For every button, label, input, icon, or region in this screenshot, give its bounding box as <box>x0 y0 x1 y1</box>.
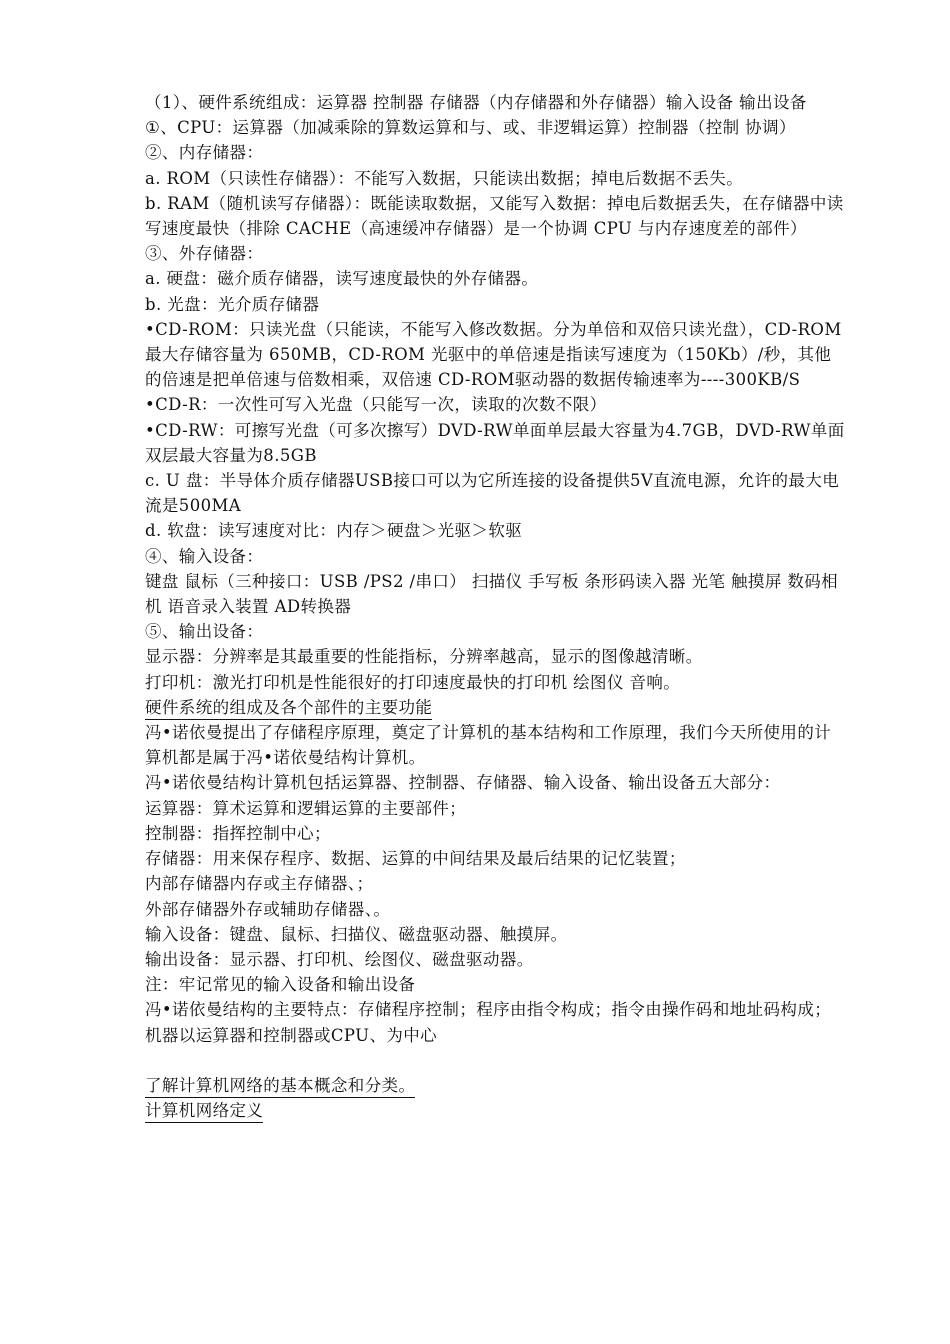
text-line: 控制器：指挥控制中心； <box>145 823 331 843</box>
blank-line <box>145 1048 845 1073</box>
text-line: 输出设备：显示器、打印机、绘图仪、磁盘驱动器。 <box>145 949 534 969</box>
text-line: 键盘 鼠标（三种接口：USB /PS2 /串口） 扫描仪 手写板 条形码读入器 光笔 触摸屏 数码相机 语音录入装置 AD转换器 <box>145 571 839 617</box>
text-line: ⑤、输出设备： <box>145 622 264 642</box>
text-line: ①、CPU：运算器（加减乘除的算数运算和与、或、非逻辑运算）控制器（控制 协调） <box>145 118 796 138</box>
section-title: 了解计算机网络的基本概念和分类。 <box>145 1074 415 1098</box>
text-line: 外部存储器外存或辅助存储器、。 <box>145 899 391 919</box>
section-title: 硬件系统的组成及各个部件的主要功能 <box>145 696 432 720</box>
text-line: 显示器：分辨率是其最重要的性能指标，分辨率越高，显示的图像越清晰。 <box>145 647 703 667</box>
text-line: 冯•诺依曼提出了存储程序原理，奠定了计算机的基本结构和工作原理，我们今天所使用的计算机都是属于冯•诺依曼结构计算机。 <box>145 723 832 768</box>
text-line: ②、内存储器： <box>145 143 264 163</box>
section-title: 计算机网络定义 <box>145 1099 263 1123</box>
text-line: 打印机：激光打印机是性能很好的打印速度最快的打印机 绘图仪 音响。 <box>145 672 681 692</box>
section-heading-network-definition <box>145 1098 845 1123</box>
text-line: 注：牢记常见的输入设备和输出设备 <box>145 975 416 995</box>
text-line: b. 光盘：光介质存储器 <box>145 294 320 314</box>
text-line: 冯•诺依曼结构的主要特点：存储程序控制；程序由指令构成；指令由操作码和地址码构成；机器以运算器和控制器或CPU、为中心 <box>145 1000 832 1045</box>
text-line: •CD-RW：可擦写光盘（可多次擦写）DVD-RW单面单层最大容量为4.7GB，DVD-RW单面双层最大容量为8.5GB <box>145 420 845 465</box>
text-line: 输入设备：键盘、鼠标、扫描仪、磁盘驱动器、触摸屏。 <box>145 924 568 944</box>
document-page <box>145 90 848 1123</box>
section-heading-hardware <box>145 695 845 720</box>
text-line: •CD-ROM：只读光盘（只能读，不能写入修改数据。分为单倍和双倍只读光盘），CD-ROM 最大存储容量为 650MB，CD-ROM 光驱中的单倍速是指读写速度为（150Kb）/秒，其他的倍速是把单倍速与倍数相乘，双倍速 CD-ROM驱动器的数据传输速率为----300KB/S <box>145 319 848 390</box>
text-line: ④、输入设备： <box>145 546 264 566</box>
text-line: ③、外存储器： <box>145 244 264 264</box>
text-line: （1）、硬件系统组成：运算器 控制器 存储器（内存储器和外存储器）输入设备 输出设备 <box>145 93 807 112</box>
text-line: b. RAM（随机读写存储器）：既能读取数据，又能写入数据：掉电后数据丢失，在存储器中读写速度最快（排除 CACHE（高速缓冲存储器）是一个协调 CPU 与内存速度差的部件） <box>145 193 844 239</box>
text-line: 运算器：算术运算和逻辑运算的主要部件； <box>145 798 467 818</box>
text-line: 冯•诺依曼结构计算机包括运算器、控制器、存储器、输入设备、输出设备五大部分： <box>145 773 781 793</box>
text-line: 存储器：用来保存程序、数据、运算的中间结果及最后结果的记忆装置； <box>145 849 686 869</box>
text-line: •CD-R：一次性可写入光盘（只能写一次，读取的次数不限） <box>145 395 607 415</box>
text-line: a. 硬盘：磁介质存储器，读写速度最快的外存储器。 <box>145 269 539 289</box>
text-line: a. ROM（只读性存储器）：不能写入数据，只能读出数据；掉电后数据不丢失。 <box>145 168 744 188</box>
text-line: c. U 盘：半导体介质存储器USB接口可以为它所连接的设备提供5V直流电源，允许的最大电流是500MA <box>145 471 840 516</box>
text-line: d. 软盘：读写速度对比：内存＞硬盘＞光驱＞软驱 <box>145 521 523 541</box>
text-line: 内部存储器内存或主存储器、； <box>145 874 374 894</box>
section-heading-network <box>145 1073 845 1098</box>
